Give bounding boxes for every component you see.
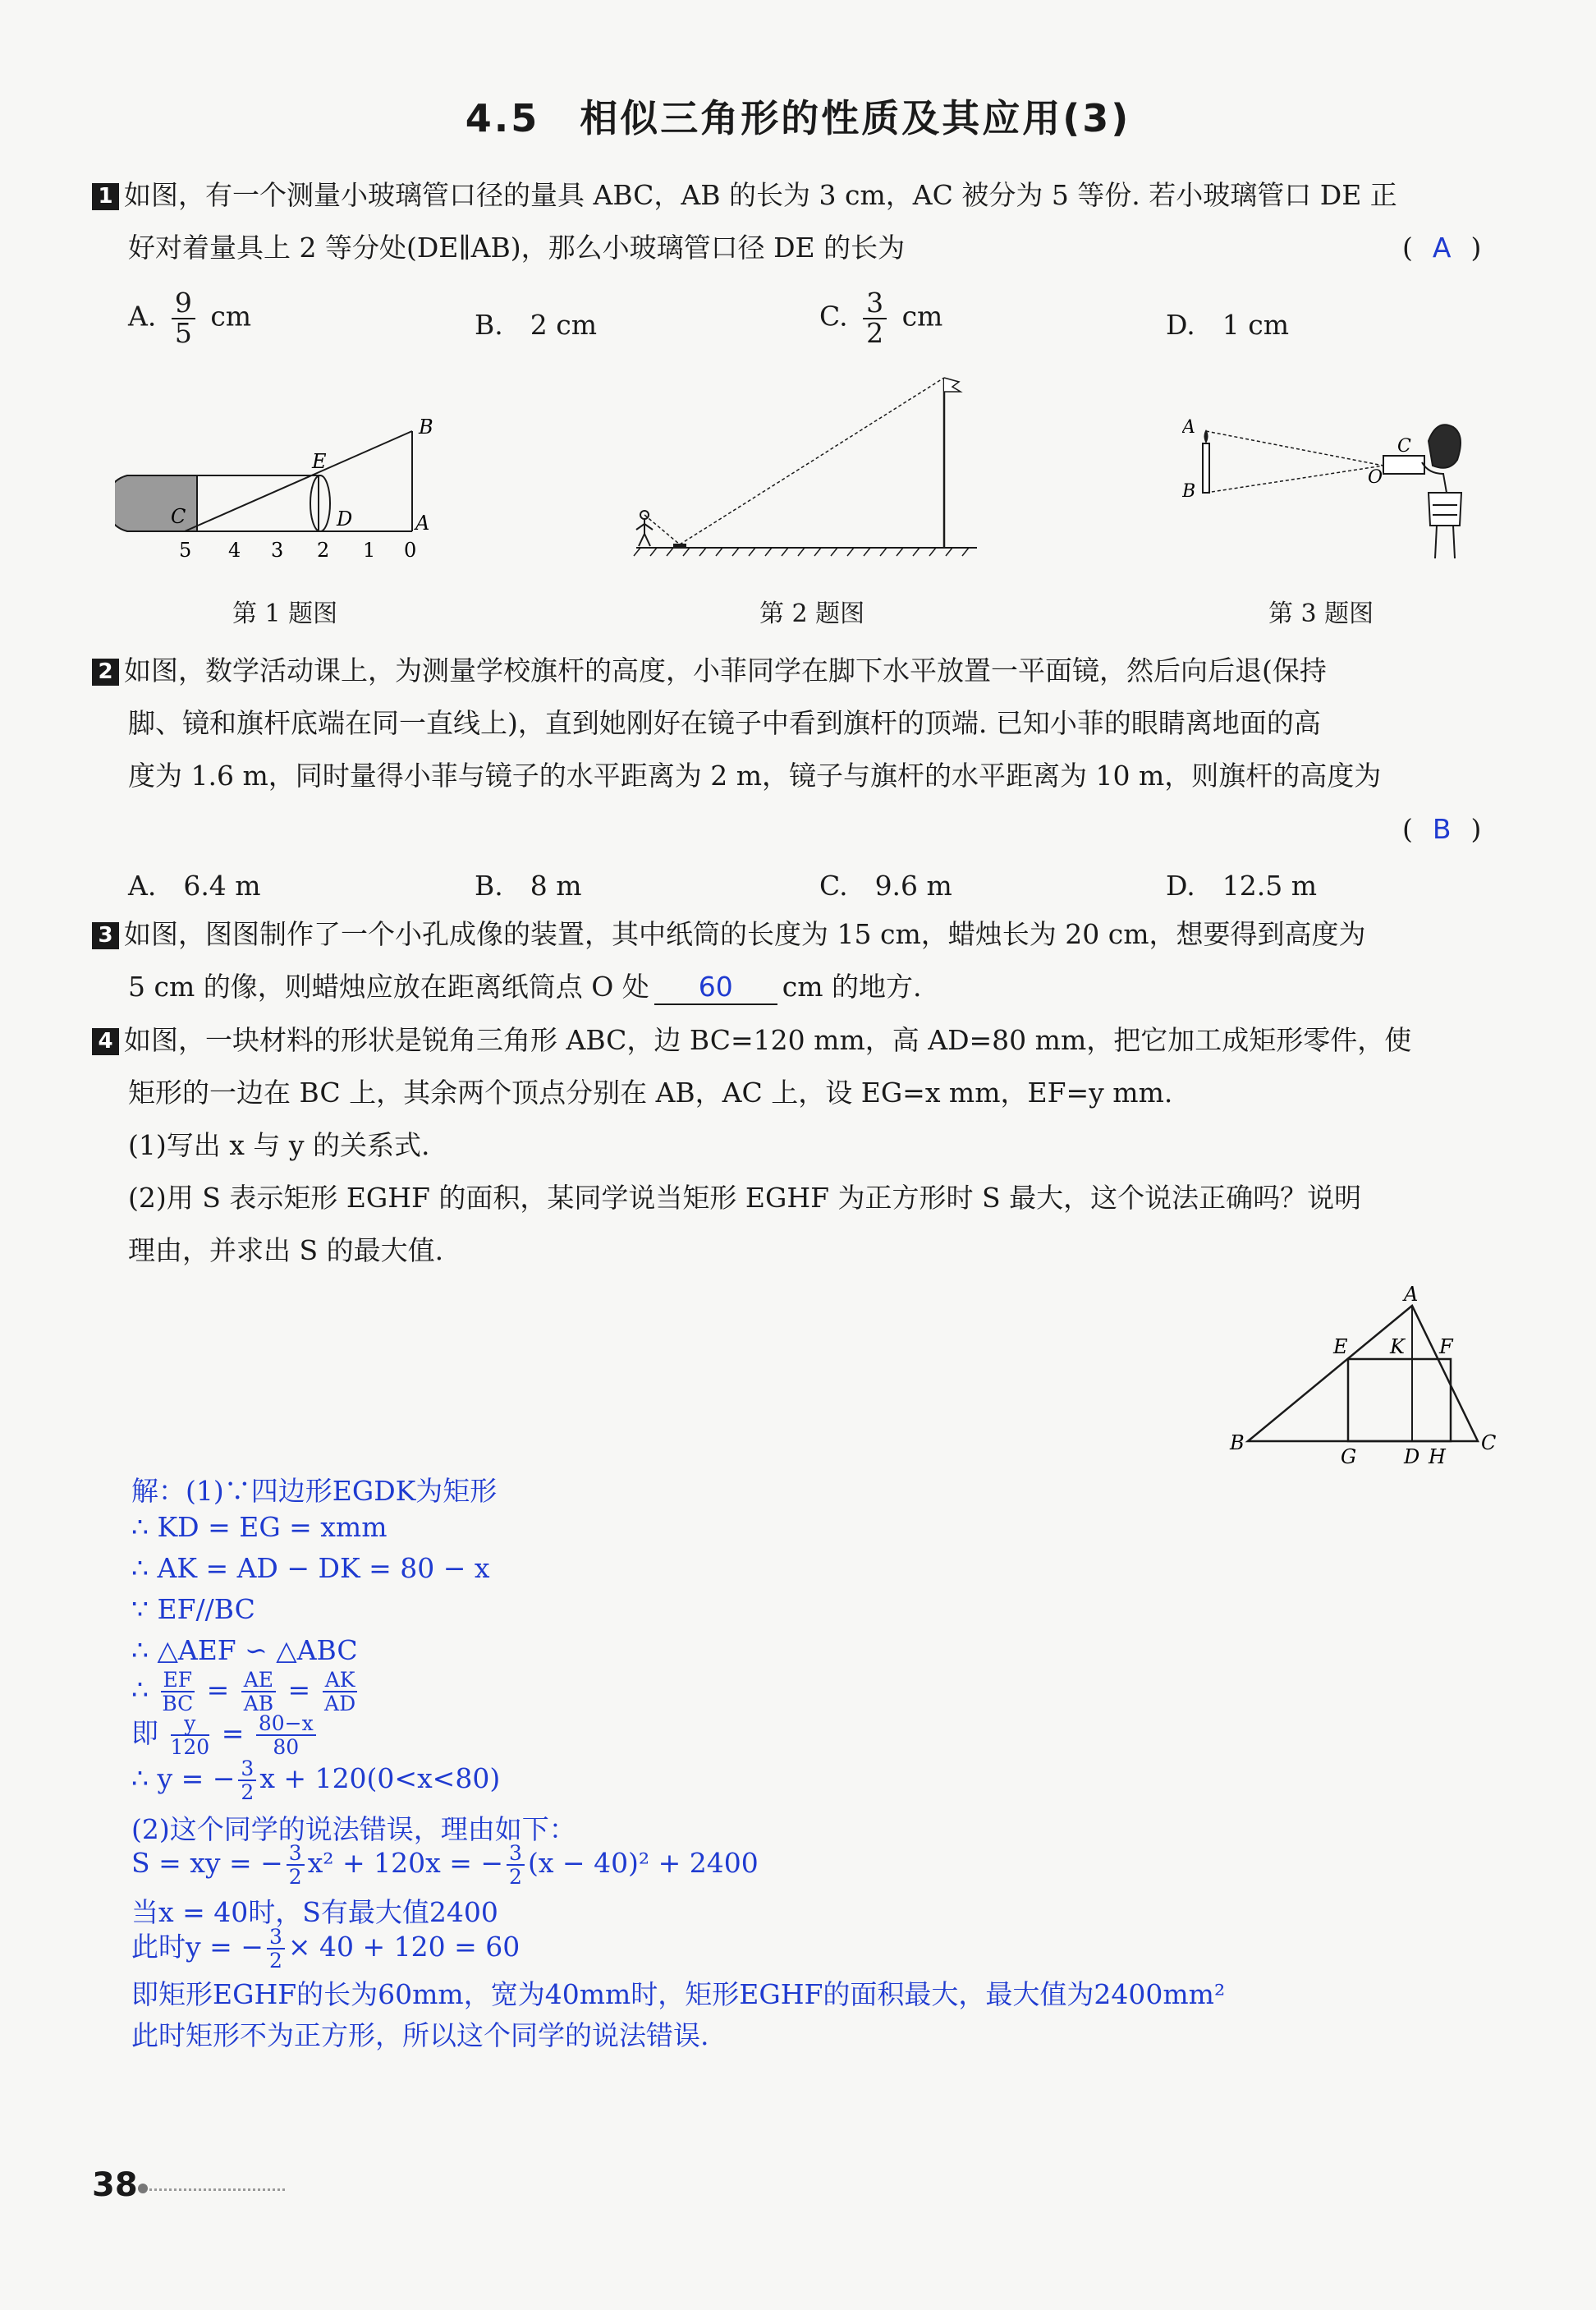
fig4-label-h: H (1429, 1445, 1446, 1468)
fig3-caption: 第 3 题图 (1268, 599, 1374, 628)
fig4-rectangle-eghf (1348, 1359, 1451, 1441)
q1-number: 1 (92, 183, 119, 210)
fig3-paper-tube (1383, 456, 1424, 474)
fig3-label-a: A (1182, 417, 1195, 438)
fig1-tick: 5 (179, 539, 192, 562)
solution-line-13: 即矩形EGHF的长为60mm，宽为40mm时，矩形EGHF的面积最大，最大值为2400mm² (131, 1978, 1226, 2010)
fig2-caption: 第 2 题图 (759, 599, 865, 628)
fig1-label-e: E (312, 450, 327, 473)
fig1-label-b: B (419, 416, 433, 439)
q3-answer-blank: 60 (654, 971, 777, 1005)
fig3-person (1422, 425, 1461, 558)
solution-line-12: 此时y = − $\frac{3}{2}$ × 40 + 120 = 60 (131, 1925, 521, 1972)
solution-line-8: ∴ y = − $\frac{3}{2}$ x + 120(0<x<80) (131, 1757, 501, 1804)
fig1-tick: 4 (228, 539, 241, 562)
q2-option-a: A. 6.4 m (128, 870, 261, 902)
fig4-label-d: D (1404, 1445, 1420, 1468)
fig4-label-b: B (1230, 1431, 1245, 1454)
fig3-pinhole-camera-diagram (1182, 415, 1494, 567)
footer-dot-decoration (138, 2184, 148, 2193)
solution-line-3: ∴ AK = AD − DK = 80 − x (131, 1552, 490, 1584)
q2-number: 2 (92, 659, 119, 686)
fig1-measuring-tool-diagram (115, 406, 443, 571)
fig1-tick: 2 (317, 539, 330, 562)
solution-line-1: 解：(1)∵四边形EGDK为矩形 (131, 1475, 498, 1507)
fig4-label-k: K (1390, 1335, 1405, 1358)
q3-number: 3 (92, 922, 119, 949)
q1-answer-bracket: ( A ) (1402, 232, 1482, 264)
fig4-triangle-rectangle-diagram (1223, 1281, 1511, 1470)
q2-answer: B (1432, 813, 1452, 845)
fig3-label-o: O (1368, 467, 1383, 488)
fig1-tick: 3 (271, 539, 284, 562)
fig4-triangle-abc (1248, 1306, 1478, 1441)
q2-option-d: D. 12.5 m (1166, 870, 1318, 902)
fig1-tick: 1 (363, 539, 376, 562)
solution-line-14: 此时矩形不为正方形，所以这个同学的说法错误. (131, 2019, 709, 2051)
q2-option-b: B. 8 m (475, 870, 582, 902)
fig2-flagpole-mirror-diagram (624, 365, 1002, 563)
fig2-person (636, 511, 653, 546)
fig2-flag (944, 378, 961, 392)
q4-text-line2: 矩形的一边在 BC 上，其余两个顶点分别在 AB，AC 上，设 EG=x mm，EF=y mm. (128, 1077, 1173, 1109)
fig1-tick: 0 (404, 539, 417, 562)
q1-answer: A (1432, 232, 1452, 264)
q1-text-line2: 好对着量具上 2 等分处(DE∥AB)，那么小玻璃管口径 DE 的长为 (128, 232, 906, 264)
solution-line-10: S = xy = − $\frac{3}{2}$ x² + 120x = − $\frac{3}{2}$ (x − 40)² + 2400 (131, 1841, 759, 1889)
q1-option-d: D. 1 cm (1166, 309, 1290, 341)
fig1-label-a: A (415, 512, 430, 535)
fig2-ground-hatching (634, 548, 969, 556)
q1-option-c: C. $\frac{3}{2}$ cm (819, 287, 943, 349)
fig3-label-b: B (1182, 481, 1196, 502)
solution-line-11: 当x = 40时，S有最大值2400 (131, 1896, 498, 1928)
footer-dotted-rule (149, 2188, 285, 2191)
solution-line-4: ∵ EF//BC (131, 1593, 255, 1625)
q1-option-a: A. $\frac{9}{5}$ cm (128, 287, 252, 349)
q4-part2-line1: (2)用 S 表示矩形 EGHF 的面积，某同学说当矩形 EGHF 为正方形时 S 最大，这个说法正确吗？说明 (128, 1182, 1362, 1214)
q2-text-line3: 度为 1.6 m，同时量得小菲与镜子的水平距离为 2 m，镜子与旗杆的水平距离为 10 m，则旗杆的高度为 (128, 760, 1382, 792)
fig1-label-c: C (171, 505, 186, 528)
q2-answer-bracket: ( B ) (1402, 813, 1482, 845)
q1-option-b: B. 2 cm (475, 309, 597, 341)
fig3-label-c: C (1397, 436, 1411, 457)
fig4-label-a: A (1404, 1283, 1419, 1306)
fig3-candle (1203, 443, 1209, 493)
solution-line-2: ∴ KD = EG = xmm (131, 1511, 388, 1543)
fig1-label-d: D (337, 507, 353, 530)
fig1-tube-opening (310, 475, 330, 531)
fig1-side-cb (185, 431, 412, 531)
fig2-mirror (673, 544, 686, 547)
page-title: 4.5 相似三角形的性质及其应用(3) (465, 96, 1131, 140)
fig2-sightline-mirror-to-top (680, 378, 944, 544)
q2-text-line1: 2 如图，数学活动课上，为测量学校旗杆的高度，小菲同学在脚下水平放置一平面镜，然后向后退(保持 (92, 654, 1327, 687)
q3-text-line1: 3 如图，图图制作了一个小孔成像的装置，其中纸筒的长度为 15 cm，蜡烛长为 20 cm，想要得到高度为 (92, 918, 1366, 951)
solution-line-6: ∴ $\frac{EF}{BC}$ = $\frac{AE}{AB}$ = $\frac{AK}{AD}$ (131, 1669, 360, 1715)
fig4-label-f: F (1439, 1335, 1453, 1358)
fig1-caption: 第 1 题图 (232, 599, 338, 628)
fig4-label-e: E (1333, 1335, 1348, 1358)
q4-number: 4 (92, 1028, 119, 1055)
q1-text-line1: 1 如图，有一个测量小玻璃管口径的量具 ABC，AB 的长为 3 cm，AC 被分为 5 等份. 若小玻璃管口 DE 正 (92, 179, 1397, 212)
fig4-label-g: G (1341, 1445, 1357, 1468)
fig4-label-c: C (1481, 1431, 1497, 1454)
q2-text-line2: 脚、镜和旗杆底端在同一直线上)，直到她刚好在镜子中看到旗杆的顶端. 已知小菲的眼睛离地面的高 (128, 707, 1321, 739)
fig2-sightline-eye-to-mirror (644, 515, 680, 544)
solution-line-5: ∴ △AEF ∽ △ABC (131, 1634, 358, 1666)
solution-line-9: (2)这个同学的说法错误，理由如下： (131, 1813, 576, 1845)
solution-line-7: 即 $\frac{y}{120}$ = $\frac{80-x}{80}$ (131, 1712, 319, 1758)
q4-part1: (1)写出 x 与 y 的关系式. (128, 1129, 430, 1161)
q4-part2-line2: 理由，并求出 S 的最大值. (128, 1234, 444, 1266)
q3-text-line2: 5 cm 的像，则蜡烛应放在距离纸筒点 O 处 60 cm 的地方. (128, 971, 922, 1005)
page-number: 38 (92, 2166, 138, 2204)
q2-option-c: C. 9.6 m (819, 870, 952, 902)
q4-text-line1: 4 如图，一块材料的形状是锐角三角形 ABC，边 BC=120 mm，高 AD=80 mm，把它加工成矩形零件，使 (92, 1024, 1411, 1057)
